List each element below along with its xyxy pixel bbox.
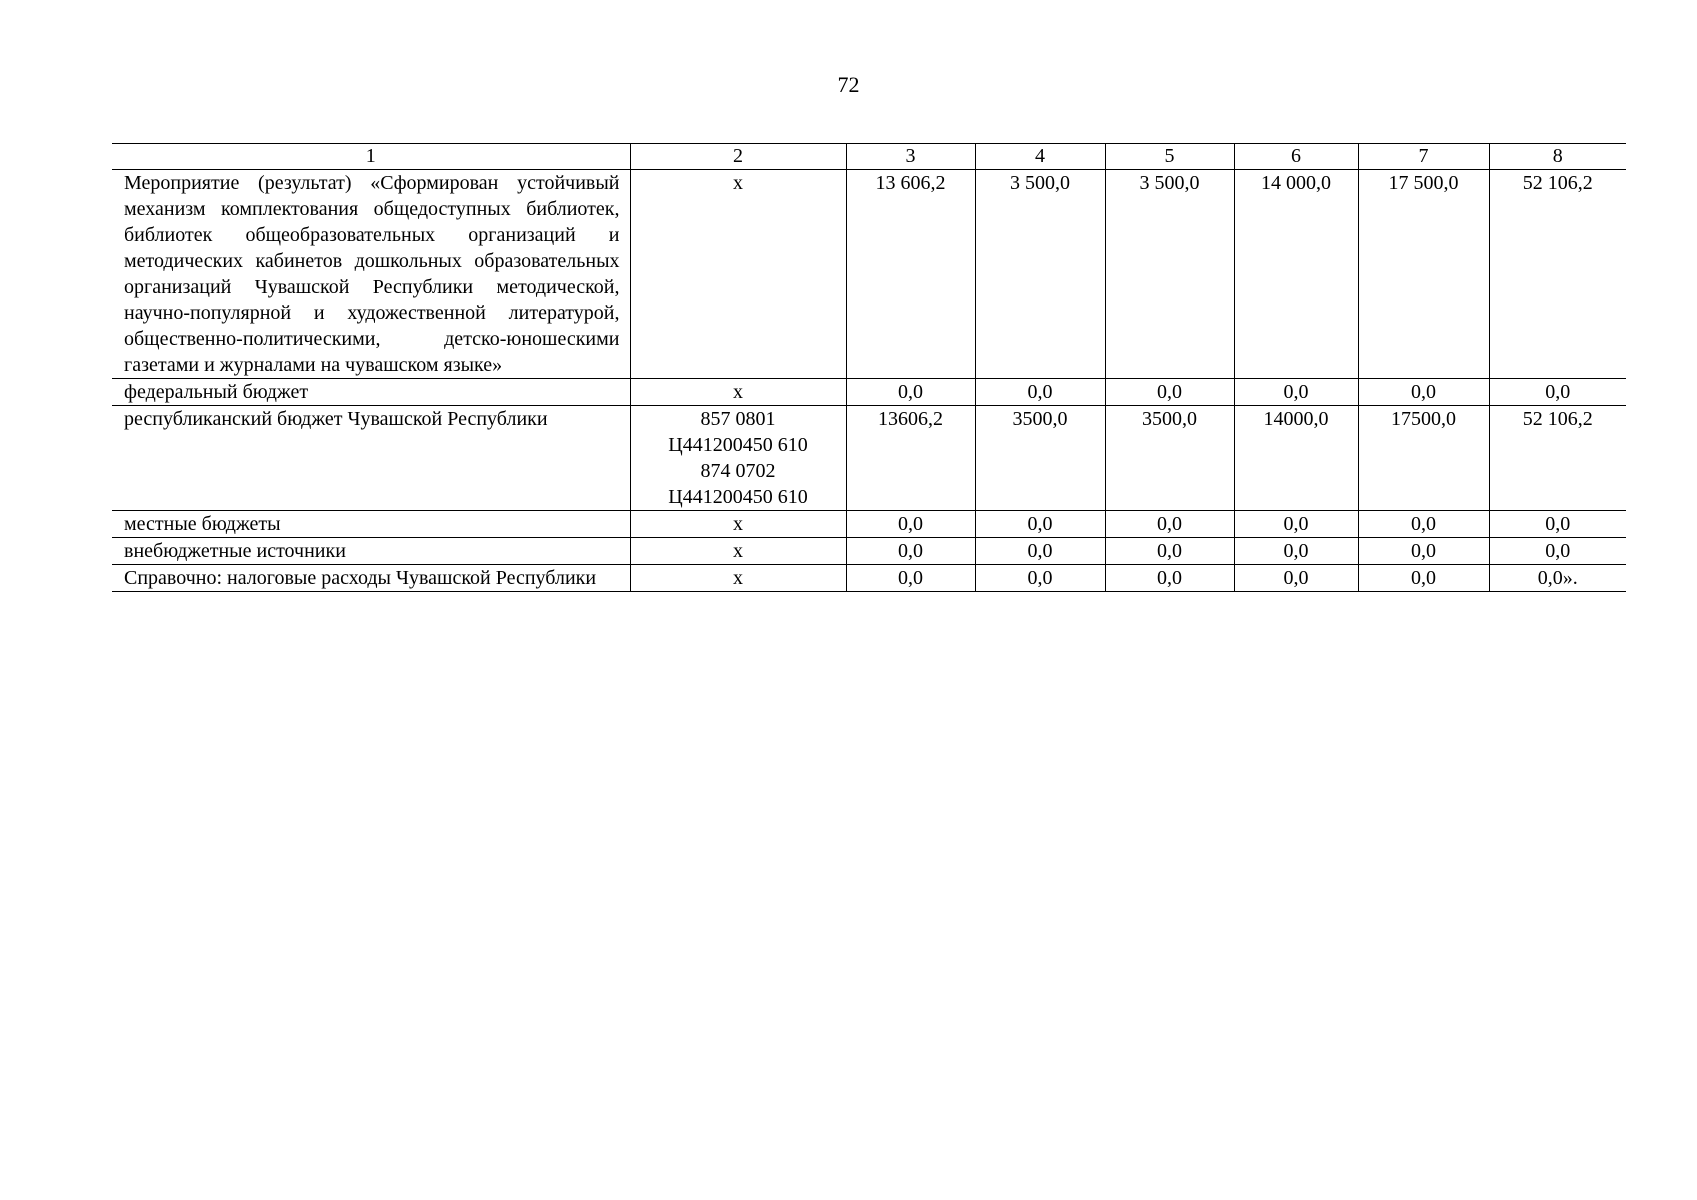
- value-cell: 13 606,2: [846, 170, 975, 379]
- value-cell: 3 500,0: [975, 170, 1105, 379]
- kbk-code: Ц441200450 610: [668, 486, 808, 508]
- page-number: 72: [837, 72, 860, 97]
- kbk-code: х: [733, 540, 743, 562]
- value-cell: 0,0: [1489, 538, 1626, 565]
- value-cell: 0,0: [1489, 379, 1626, 406]
- value-cell: 0,0: [1358, 565, 1489, 592]
- value-cell: 52 106,2: [1489, 170, 1626, 379]
- row-name: внебюджетные источники: [112, 538, 630, 565]
- kbk-cell: [630, 379, 846, 406]
- table-row: [112, 379, 1626, 406]
- value-cell: 13606,2: [846, 406, 975, 511]
- value-cell: 0,0: [1234, 565, 1358, 592]
- value-cell: 0,0: [1105, 538, 1234, 565]
- value-cell: 14 000,0: [1234, 170, 1358, 379]
- kbk-code: х: [733, 567, 743, 589]
- value-cell: 0,0: [1358, 379, 1489, 406]
- value-cell: 0,0: [846, 511, 975, 538]
- table-row: [112, 406, 1626, 511]
- kbk-code: х: [733, 513, 743, 535]
- value-cell: 3 500,0: [1105, 170, 1234, 379]
- column-number: 5: [1105, 144, 1234, 170]
- column-number: 3: [846, 144, 975, 170]
- value-cell: 0,0: [1489, 511, 1626, 538]
- value-cell: 3500,0: [975, 406, 1105, 511]
- kbk-code: х: [733, 172, 743, 194]
- row-name: Справочно: налоговые расходы Чувашской Республики: [112, 565, 630, 592]
- column-number: 1: [112, 144, 630, 170]
- value-cell: 0,0: [1358, 538, 1489, 565]
- kbk-cell: [630, 565, 846, 592]
- column-number-row: [112, 144, 1626, 170]
- column-number: 6: [1234, 144, 1358, 170]
- row-name: Мероприятие (результат) «Сформирован устойчивый механизм комплектования общедоступных библиотек, библиотек общеобразовательных организаций и методических кабинетов дошкольных образовательных организаций Чувашской Республики методической, научно-популярной и художественной литературой, общественно-политическими, детско-юношескими газетами и журналами на чувашском языке»: [112, 170, 630, 379]
- value-cell: 0,0: [1105, 379, 1234, 406]
- value-cell: 0,0: [975, 379, 1105, 406]
- value-cell: 0,0: [975, 538, 1105, 565]
- value-cell: 0,0: [1358, 511, 1489, 538]
- value-cell: 3500,0: [1105, 406, 1234, 511]
- value-cell: 52 106,2: [1489, 406, 1626, 511]
- kbk-code: х: [733, 381, 743, 403]
- value-cell: 14000,0: [1234, 406, 1358, 511]
- value-cell: 0,0: [1234, 379, 1358, 406]
- kbk-cell: [630, 538, 846, 565]
- value-cell: 0,0: [1234, 511, 1358, 538]
- budget-table: [112, 143, 1626, 592]
- kbk-code: Ц441200450 610: [668, 434, 808, 456]
- kbk-cell: [630, 406, 846, 511]
- value-cell: 0,0».: [1489, 565, 1626, 592]
- column-number: 2: [630, 144, 846, 170]
- table-row: [112, 565, 1626, 592]
- value-cell: 0,0: [1105, 565, 1234, 592]
- kbk-code: 857 0801: [700, 408, 776, 430]
- value-cell: 0,0: [846, 379, 975, 406]
- value-cell: 0,0: [1234, 538, 1358, 565]
- row-name: республиканский бюджет Чувашской Республики: [112, 406, 630, 511]
- value-cell: 17500,0: [1358, 406, 1489, 511]
- column-number: 4: [975, 144, 1105, 170]
- row-name: федеральный бюджет: [112, 379, 630, 406]
- value-cell: 0,0: [846, 538, 975, 565]
- value-cell: 17 500,0: [1358, 170, 1489, 379]
- row-name: местные бюджеты: [112, 511, 630, 538]
- column-number: 8: [1489, 144, 1626, 170]
- table-row: [112, 170, 1626, 379]
- kbk-cell: [630, 170, 846, 379]
- kbk-code: 874 0702: [700, 460, 776, 482]
- column-number: 7: [1358, 144, 1489, 170]
- value-cell: 0,0: [975, 511, 1105, 538]
- kbk-cell: [630, 511, 846, 538]
- value-cell: 0,0: [846, 565, 975, 592]
- table-row: [112, 538, 1626, 565]
- value-cell: 0,0: [1105, 511, 1234, 538]
- value-cell: 0,0: [975, 565, 1105, 592]
- table-row: [112, 511, 1626, 538]
